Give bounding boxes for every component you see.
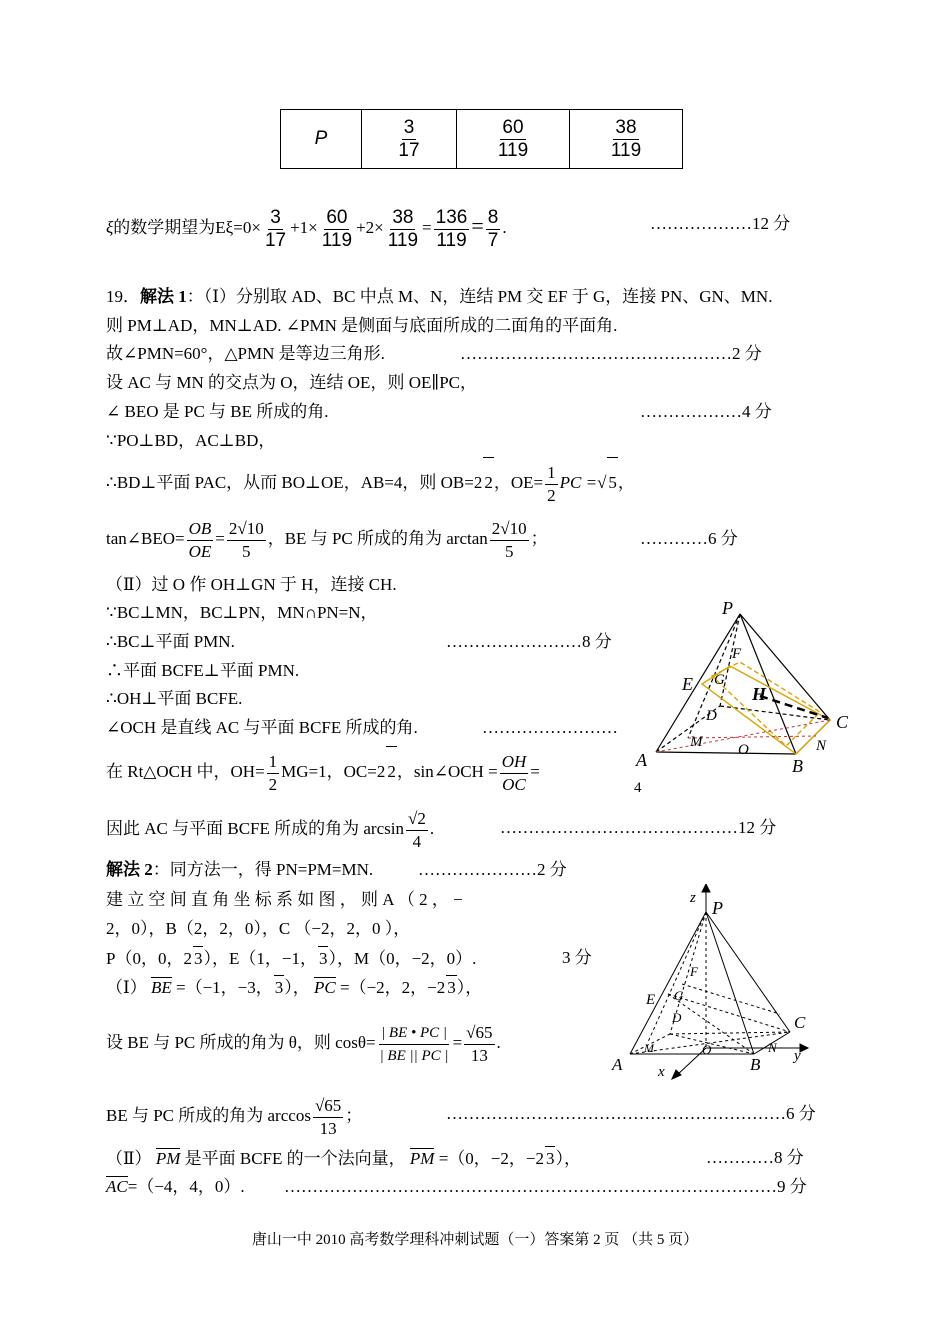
label-H: H — [752, 684, 767, 704]
sol2-line: 解法 2：同方法一，得 PN=PM=MN. — [106, 860, 374, 879]
sol1-line: ∴OH⊥平面 BCFE. — [106, 689, 243, 708]
score: ……………………………………12 分 — [500, 818, 777, 837]
page-footer: 唐山一中 2010 高考数学理科冲刺试题（一）答案第 2 页 （共 5 页） — [251, 1232, 699, 1248]
label-D: D — [672, 1010, 682, 1025]
label-four: 4 — [634, 780, 642, 796]
label-A: A — [636, 750, 647, 770]
sol1-line: ∵PO⊥BD，AC⊥BD， — [106, 431, 276, 450]
sol1-line: ∵BC⊥MN，BC⊥PN，MN∩PN=N， — [106, 603, 378, 622]
sol1-line: ∠OCH 是直线 AC 与平面 BCFE 所成的角. — [106, 718, 418, 737]
table-cell: $\frac{38}{119}$ — [570, 110, 683, 169]
label-F: F — [690, 964, 698, 979]
sol1-line: 19．解法 1：（Ⅰ）分别取 AD、BC 中点 M、N，连结 PM 交 EF 于 G，连接 PN、GN、MN. — [106, 287, 773, 306]
label-A: A — [612, 1055, 623, 1074]
label-O: O — [702, 1042, 712, 1057]
label-P: P — [722, 598, 733, 618]
label-B: B — [750, 1055, 761, 1074]
label-D: D — [706, 708, 717, 724]
score: ………………12 分 — [650, 214, 791, 233]
score: …………6 分 — [640, 529, 738, 548]
label-M: M — [644, 1041, 654, 1055]
expectation-line: ξ的数学期望为Eξ=0× $\frac{3}{17}$ +1× $\frac{60}{119}$ +2× $\frac{38}{119}$ = $\frac{136}{119}$ = $\frac{8}{7}$ . — [106, 206, 507, 251]
label-F: F — [732, 646, 742, 662]
sol1-line: 在 Rt△OCH 中，OH= $\frac{1}{2}$ MG=1，OC=2 2，sin∠OCH = $\frac{OH}{OC}$ = — [106, 746, 540, 797]
sol2-line: AC=（−4，4，0）. — [106, 1177, 245, 1196]
label-E: E — [682, 674, 693, 694]
sol1-line: ∠ BEO 是 PC 与 BE 所成的角. — [106, 402, 329, 421]
sol1-line: 因此 AC 与平面 BCFE 所成的角为 arcsin $\frac{√2}{4}$ . — [106, 808, 435, 851]
score: …………8 分 — [706, 1148, 804, 1167]
label-N: N — [768, 1040, 777, 1055]
score: ……………………8 分 — [446, 632, 612, 651]
score: ……………………………………………………………………………9 分 — [284, 1177, 807, 1196]
sol2-line: 设 BE 与 PC 所成的角为 θ，则 cosθ= $\frac{| BE • PC |}{| BE || PC |}$ = $\frac{√65}{13}$ . — [106, 1022, 501, 1065]
score: ………………4 分 — [640, 402, 772, 421]
score: …………………… — [482, 718, 618, 737]
table-cell: $\frac{60}{119}$ — [457, 110, 570, 169]
label-y: y — [794, 1048, 801, 1064]
sol1-line: tan∠BEO= $\frac{OB}{OE}$ = $\frac{2√10}{5}$ ，BE 与 PC 所成的角为 arctan $\frac{2√10}{5}$ ； — [106, 518, 548, 561]
label-N: N — [816, 738, 827, 754]
sol2-line: 2，0），B（2，2，0），C （−2，2，0 ）， — [106, 919, 411, 938]
score: 3 分 — [562, 948, 592, 967]
score: …………………………………………2 分 — [460, 344, 762, 363]
label-G: G — [714, 672, 725, 688]
label-P: P — [712, 898, 723, 918]
label-O: O — [738, 742, 749, 758]
sol1-line: 则 PM⊥AD，MN⊥AD. ∠PMN 是侧面与底面所成的二面角的平面角. — [106, 316, 618, 335]
sol2-line: （Ⅱ） PM 是平面 BCFE 的一个法向量， PM =（0，−2，−2 3）， — [106, 1146, 581, 1171]
table-cell: $\frac{3}{17}$ — [362, 110, 457, 169]
table-header: P — [281, 110, 362, 169]
sol2-line: 建 立 空 间 直 角 坐 标 系 如 图 ， 则 A （ 2 ， − — [106, 890, 463, 909]
sol1-line: （Ⅱ）过 O 作 OH⊥GN 于 H，连接 CH. — [106, 575, 397, 594]
label-C: C — [794, 1013, 806, 1032]
label-G: G — [674, 988, 684, 1003]
label-z: z — [690, 890, 696, 906]
score: …………………2 分 — [418, 860, 567, 879]
sol1-line: ∴平面 BCFE⊥平面 PMN. — [106, 661, 300, 680]
label-E: E — [646, 992, 656, 1008]
score: ……………………………………………………6 分 — [446, 1104, 816, 1123]
label-B: B — [792, 756, 803, 776]
pyramid-figure-1 — [630, 596, 870, 796]
label-M: M — [690, 734, 703, 750]
pyramid-figure-2 — [610, 884, 820, 1080]
sol2-line: （Ⅰ） BE =（−1，−3， 3）， PC =（−2，2，−2 3）， — [106, 975, 482, 1000]
label-C: C — [836, 712, 849, 732]
sol2-line: P（0，0，2 3），E（1，−1， 3），M（0，−2，0）. — [106, 946, 476, 971]
sol1-line: ∴BD⊥平面 PAC，从而 BO⊥OE，AB=4，则 OB=2 2，OE= $\frac{1}{2}$ PC =√ 5， — [106, 457, 635, 508]
label-x: x — [658, 1064, 665, 1080]
sol1-line: 故∠PMN=60°，△PMN 是等边三角形. — [106, 344, 385, 363]
sol1-line: 设 AC 与 MN 的交点为 O，连结 OE，则 OE∥PC， — [106, 373, 478, 392]
sol2-line: BE 与 PC 所成的角为 arccos $\frac{√65}{13}$ ； — [106, 1095, 363, 1138]
probability-table — [280, 109, 683, 169]
sol1-line: ∴BC⊥平面 PMN. — [106, 632, 235, 651]
